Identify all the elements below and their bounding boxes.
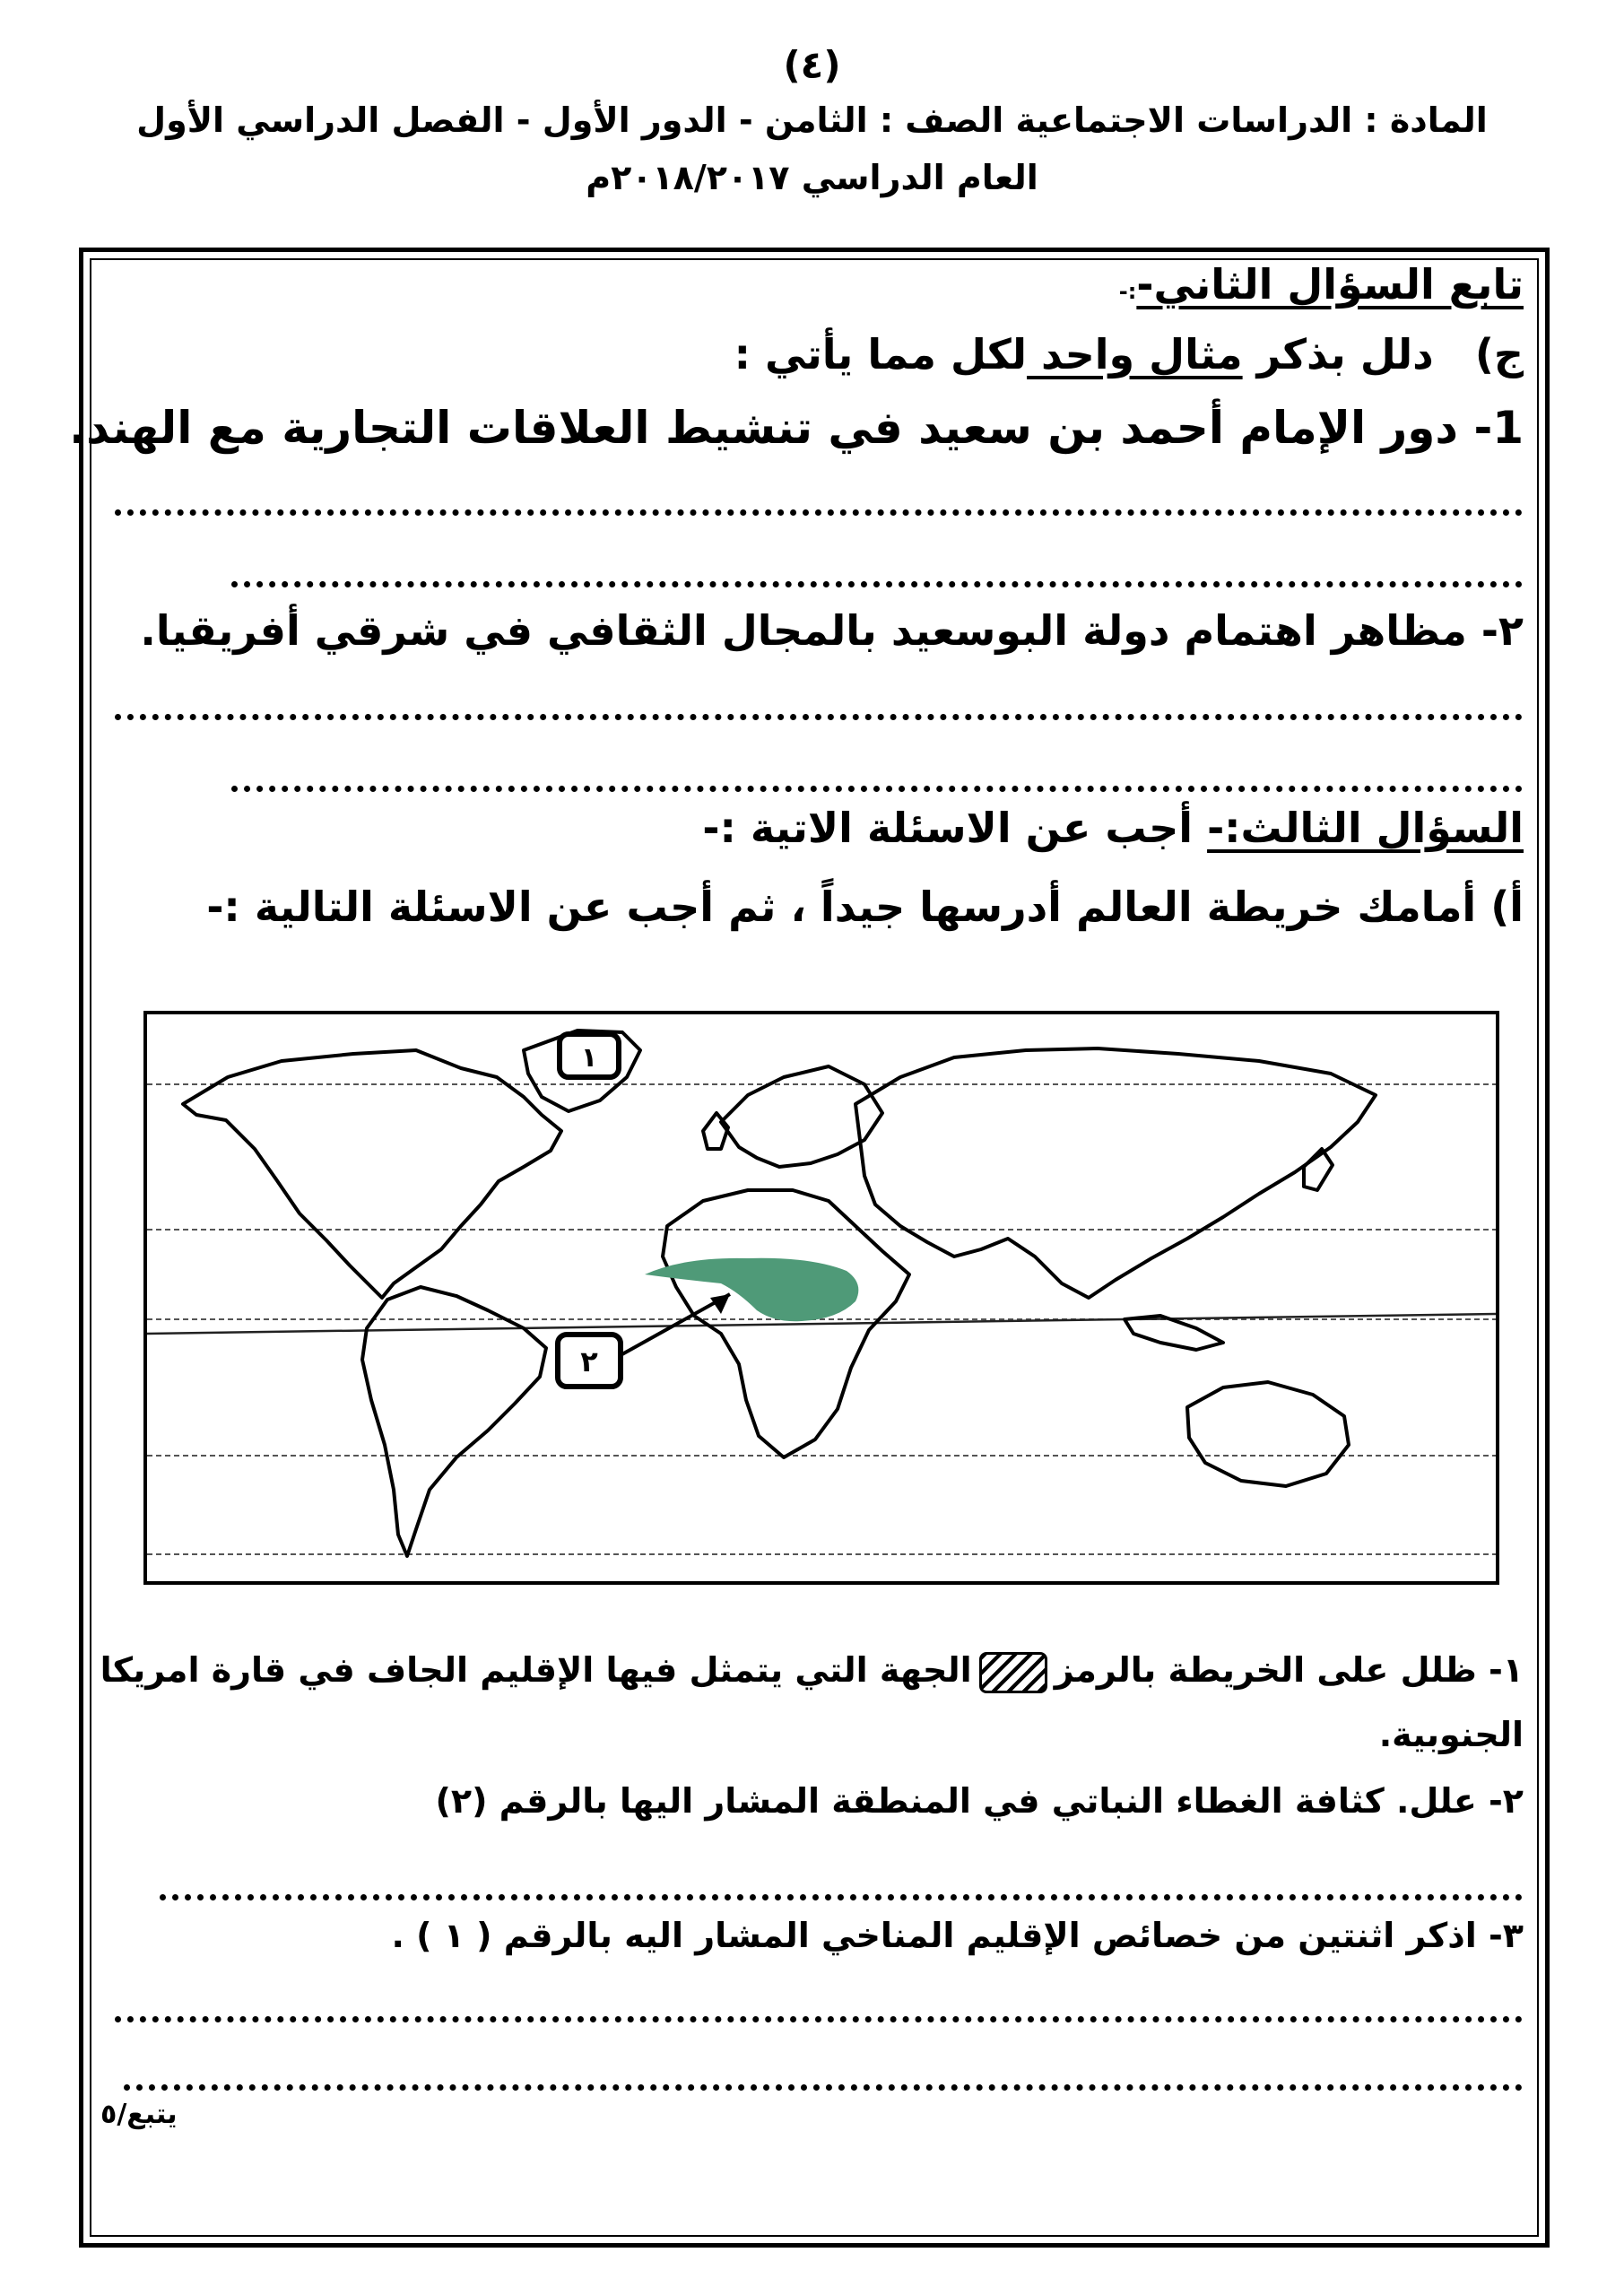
q3-item-2: ٢- علل. كثافة الغطاء النباتي في المنطقة المشار اليها بالرقم (٢) [435,1781,1524,1821]
q2-item-2: ٢- مظاهر اهتمام دولة البوسعيد بالمجال الثقافي في شرقي أفريقيا. [140,606,1524,655]
map-south-america [362,1287,546,1556]
header-subject-line: المادة : الدراسات الاجتماعية الصف : الثامن - الدور الأول - الفصل الدراسي الأول [136,100,1488,140]
q3-part-a: أ) أمامك خريطة العالم أدرسها جيداً ، ثم أجب عن الاسئلة التالية :- [206,883,1524,931]
q3-item-1 [100,1650,1524,1693]
q2-title-suffix: :- [1118,279,1137,304]
map-indonesia [1125,1316,1223,1350]
q3-title-label: السؤال الثالث:- [1207,804,1524,852]
part-c-letter: ج) [1474,330,1524,378]
continue-note: يتبع/٥ [100,2099,178,2130]
answer-line[interactable] [115,714,1523,720]
world-map [143,1011,1499,1585]
q3-item-1-continuation: الجنوبية. [1378,1715,1524,1754]
map-asia [855,1048,1376,1298]
header-year-line: العام الدراسي ٢٠١٨/٢٠١٧م [586,158,1038,197]
answer-line[interactable] [160,1894,1523,1900]
page-number: (٤) [783,43,841,87]
map-label-1: ١ [580,1042,598,1074]
map-north-america [183,1050,561,1298]
q3-item-3: ٣- اذكر اثنتين من خصائص الإقليم المناخي المشار اليه بالرقم ( ١ ) . [391,1916,1524,1955]
answer-line[interactable] [231,786,1523,792]
q3-item-1-b: الجهة التي يتمثل فيها الإقليم الجاف في قارة امريكا [100,1650,972,1690]
answer-line[interactable] [115,2016,1523,2022]
q2-continued-title [1119,260,1524,309]
q3-item-1-a: ١- ظلل على الخريطة بالرمز [1054,1650,1524,1690]
world-map-svg [147,1014,1496,1581]
hatch-symbol-icon [979,1652,1047,1693]
part-c-intro-emphasis: مثال واحد [1027,330,1243,378]
answer-line[interactable] [124,2084,1523,2091]
q3-title [702,804,1524,852]
part-c-intro-1: دلل بذكر [1242,330,1434,378]
answer-line[interactable] [115,509,1523,516]
map-label-2: ٢ [580,1344,598,1378]
q2-title-text: تابع السؤال الثاني- [1136,260,1524,309]
q2-part-c [734,330,1524,378]
answer-line[interactable] [231,581,1523,587]
part-c-intro-3: لكل مما يأتي : [734,330,1028,378]
q2-item-1: 1- دور الإمام أحمد بن سعيد في تنشيط العلاقات التجارية مع الهند. [69,402,1524,454]
q3-title-rest: أجب عن الاسئلة الاتية :- [702,804,1208,852]
map-australia [1187,1382,1349,1486]
